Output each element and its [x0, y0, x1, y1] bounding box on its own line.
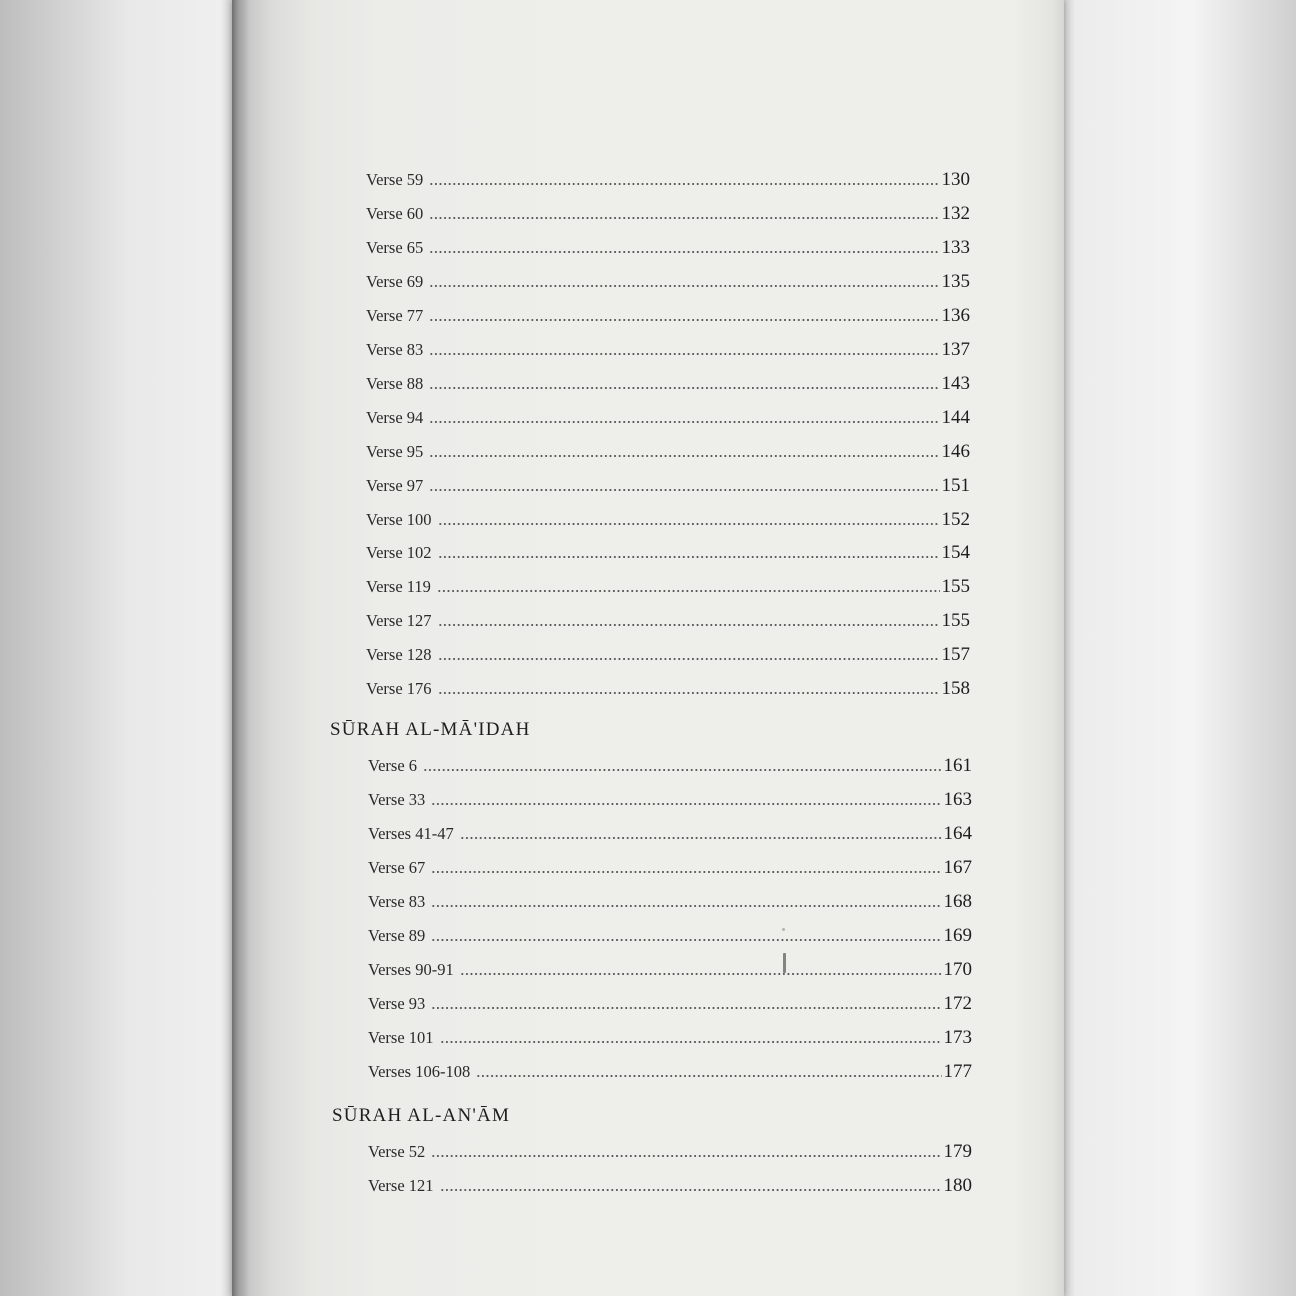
dot-leader: [440, 1041, 942, 1043]
dot-leader: [429, 387, 939, 389]
toc-entry-page-number: 180: [943, 1174, 972, 1196]
toc-entry-label: Verse 94: [366, 407, 424, 427]
toc-entry: [368, 776, 972, 810]
dot-leader: [431, 905, 941, 907]
toc-entry-page-number: 137: [941, 338, 970, 360]
dot-leader: [429, 285, 939, 287]
toc-entry: [366, 428, 970, 462]
toc-entry: [368, 912, 972, 946]
dot-leader: [423, 769, 941, 771]
toc-entry-label: Verse 101: [368, 1027, 434, 1047]
toc-entry: [368, 980, 972, 1014]
toc-entry-page-number: 136: [941, 304, 970, 326]
toc-entry-page-number: 151: [941, 474, 970, 496]
toc-entry-label: Verse 176: [366, 679, 432, 699]
dot-leader: [431, 1007, 941, 1009]
toc-entry: [368, 742, 972, 776]
toc-entry: [366, 563, 970, 597]
dot-leader: [438, 658, 940, 660]
toc-entry-label: Verse 52: [368, 1142, 426, 1161]
toc-entry-page-number: 170: [943, 958, 972, 980]
toc-entry-page-number: 154: [941, 542, 970, 564]
dot-leader: [460, 973, 942, 975]
toc-entry-label: Verse 121: [368, 1175, 434, 1195]
toc-entry-page-number: 161: [943, 755, 972, 776]
dot-leader: [429, 217, 939, 219]
toc-entry: [366, 597, 970, 631]
dot-leader: [429, 455, 939, 457]
dot-leader: [429, 319, 939, 321]
toc-entry: [366, 665, 970, 699]
toc-entry-label: Verse 100: [366, 509, 432, 529]
toc-entry-page-number: 143: [941, 372, 970, 394]
toc-entry: [368, 1048, 972, 1082]
dot-leader: [438, 556, 940, 558]
toc-entry-label: Verse 88: [366, 373, 424, 393]
toc-entry-label: Verse 95: [366, 441, 424, 461]
dot-leader: [431, 871, 941, 873]
dot-leader: [476, 1075, 941, 1077]
toc-entry-page-number: 177: [943, 1060, 972, 1082]
dot-leader: [431, 939, 941, 941]
toc-entry-label: Verses 41-47: [368, 823, 454, 843]
toc-entry: [366, 496, 970, 530]
toc-entry-label: Verse 77: [366, 305, 424, 325]
dot-leader: [429, 421, 939, 423]
dot-leader: [438, 523, 940, 525]
section-heading: SŪRAH AL-MĀ'IDAH: [330, 719, 531, 740]
toc-entry-page-number: 133: [941, 236, 970, 258]
toc-entry: [366, 631, 970, 665]
toc-entry: [368, 1162, 972, 1196]
toc-entry-label: Verses 90-91: [368, 959, 454, 979]
dot-leader: [429, 183, 939, 185]
toc-entry-page-number: 152: [941, 508, 970, 530]
toc-entry: [368, 946, 972, 980]
toc-entry-page-number: 135: [941, 270, 970, 292]
toc-entry-page-number: 158: [941, 678, 970, 700]
toc-entry: [368, 810, 972, 844]
table-of-contents: [232, 0, 1064, 1296]
toc-entry-label: Verses 106-108: [368, 1061, 471, 1081]
toc-entry: [366, 529, 970, 563]
dot-leader: [438, 624, 940, 626]
dot-leader: [460, 837, 942, 839]
dot-leader: [429, 353, 939, 355]
toc-entry-label: Verse 128: [366, 645, 432, 665]
toc-entry-page-number: 163: [943, 788, 972, 810]
toc-entry-label: Verse 69: [366, 271, 424, 291]
toc-entry-label: Verse 65: [366, 237, 424, 257]
toc-entry-page-number: 179: [943, 1141, 972, 1162]
toc-entry-page-number: 146: [941, 440, 970, 462]
toc-entry: [366, 190, 970, 224]
toc-entry: [368, 1014, 972, 1048]
toc-entry-label: Verse 97: [366, 475, 424, 495]
toc-entry-page-number: 144: [941, 406, 970, 428]
toc-entry: [366, 258, 970, 292]
toc-entry-label: Verse 67: [368, 857, 426, 877]
dot-leader: [440, 1189, 942, 1191]
paper-mark: [783, 953, 786, 973]
toc-entry: [368, 1128, 972, 1162]
toc-entry-page-number: 168: [943, 890, 972, 912]
dot-leader: [438, 692, 940, 694]
toc-entry-page-number: 155: [941, 576, 970, 598]
toc-entry-label: Verse 119: [366, 577, 431, 597]
paper-speck: [782, 928, 785, 931]
toc-entry-page-number: 173: [943, 1026, 972, 1048]
dot-leader: [429, 251, 939, 253]
toc-entry: [366, 224, 970, 258]
toc-entry-label: Verse 60: [366, 203, 424, 223]
toc-entry-page-number: 164: [943, 822, 972, 844]
toc-entry: [366, 292, 970, 326]
dot-leader: [431, 803, 941, 805]
toc-entry-label: Verse 6: [368, 756, 418, 775]
toc-entry-label: Verse 93: [368, 993, 426, 1013]
toc-entry: [366, 326, 970, 360]
toc-entry: [366, 394, 970, 428]
toc-entry-page-number: 157: [941, 644, 970, 666]
toc-entry: [366, 462, 970, 496]
toc-entry-page-number: 155: [941, 610, 970, 632]
toc-entry-label: Verse 33: [368, 789, 426, 809]
toc-entry-page-number: 172: [943, 992, 972, 1014]
book-page: [232, 0, 1064, 1296]
toc-entry-page-number: 167: [943, 856, 972, 878]
toc-entry-label: Verse 83: [368, 891, 426, 911]
toc-entry: [368, 878, 972, 912]
toc-entry-page-number: 169: [943, 924, 972, 946]
toc-entry: [366, 156, 970, 190]
toc-entry-label: Verse 89: [368, 925, 426, 945]
toc-entry-page-number: 132: [941, 202, 970, 224]
section-heading: SŪRAH AL-AN'ĀM: [332, 1105, 511, 1126]
dot-leader: [429, 489, 939, 491]
toc-entry-page-number: 130: [941, 169, 970, 190]
toc-entry-label: Verse 127: [366, 611, 432, 631]
dot-leader: [431, 1155, 941, 1157]
toc-entry-label: Verse 59: [366, 170, 424, 189]
toc-entry: [366, 360, 970, 394]
toc-entry-label: Verse 102: [366, 543, 432, 563]
dot-leader: [437, 590, 940, 592]
toc-entry-label: Verse 83: [366, 339, 424, 359]
toc-entry: [368, 844, 972, 878]
